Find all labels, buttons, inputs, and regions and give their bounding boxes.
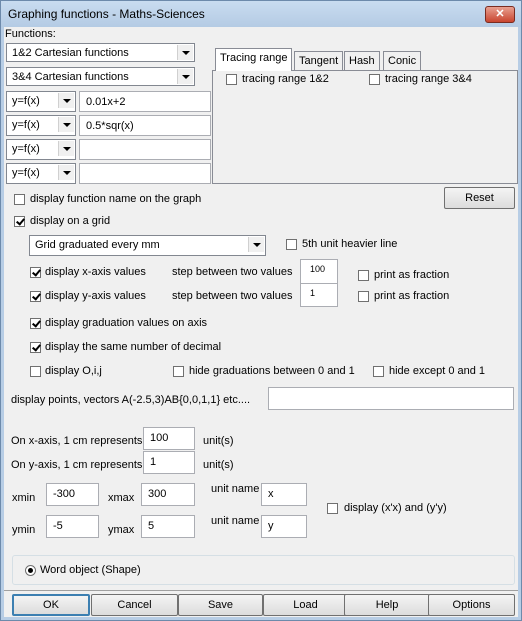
functions-combo-2[interactable]: [6, 67, 195, 86]
hide-between-label: hide graduations between 0 and 1: [189, 365, 355, 377]
y-scale-label: On y-axis, 1 cm represents: [11, 459, 143, 471]
title-bar: [1, 1, 521, 27]
close-button[interactable]: ✕: [485, 6, 515, 23]
display-grid-label: display on a grid: [30, 215, 111, 227]
ymin-label: ymin: [12, 524, 36, 536]
function-type-combo-4[interactable]: [6, 163, 76, 184]
tracing-range-12-checkbox[interactable]: [226, 74, 237, 85]
chevron-down-icon: [58, 141, 74, 156]
dialog-client: [4, 27, 518, 617]
chevron-down-icon: [177, 45, 193, 60]
save-button[interactable]: Save: [178, 594, 263, 616]
y-step-value: 1: [310, 288, 316, 298]
y-values-checkbox[interactable]: [30, 291, 41, 302]
points-label: display points, vectors A(-2.5,3)AB{0,0,1,1} etc....: [11, 394, 251, 406]
x-unit-name-label: unit name: [211, 483, 260, 495]
hide-except-label: hide except 0 and 1: [389, 365, 486, 377]
tab-panel: [212, 70, 518, 184]
functions-combo-2-value: 3&4 Cartesian functions: [12, 71, 129, 83]
fifth-unit-checkbox[interactable]: [286, 239, 297, 250]
xmin-input[interactable]: [46, 483, 99, 506]
options-button[interactable]: Options: [428, 594, 515, 616]
y-values-label: display y-axis values: [45, 290, 146, 302]
chevron-down-icon: [248, 237, 264, 252]
word-object-radio[interactable]: [25, 565, 36, 576]
function-type-combo-1[interactable]: [6, 91, 76, 112]
function-type-value: y=f(x): [12, 143, 40, 155]
function-expr-4[interactable]: [79, 163, 211, 184]
function-expr-1[interactable]: [79, 91, 211, 112]
tracing-range-12-label: tracing range 1&2: [242, 73, 329, 85]
tab-tracing-range[interactable]: Tracing range: [215, 48, 292, 71]
chevron-down-icon: [58, 117, 74, 132]
xmin-value: -300: [53, 488, 76, 500]
ymax-value: 5: [148, 520, 155, 532]
word-object-label: Word object (Shape): [40, 564, 141, 576]
graduation-axis-checkbox[interactable]: [30, 318, 41, 329]
functions-combo-1[interactable]: [6, 43, 195, 62]
x-fraction-checkbox[interactable]: [358, 270, 369, 281]
hide-between-checkbox[interactable]: [173, 366, 184, 377]
x-unit-label: unit(s): [203, 435, 234, 447]
function-type-combo-2[interactable]: [6, 115, 76, 136]
fifth-unit-label: 5th unit heavier line: [302, 238, 398, 250]
display-axes-label: display (x'x) and (y'y): [344, 502, 447, 514]
tracing-range-34-label: tracing range 3&4: [385, 73, 472, 85]
tracing-range-34-checkbox[interactable]: [369, 74, 380, 85]
function-expr-value: 0.01x+2: [86, 96, 126, 108]
x-values-checkbox[interactable]: [30, 267, 41, 278]
functions-label: Functions:: [5, 28, 56, 40]
function-expr-3[interactable]: [79, 139, 211, 160]
display-grid-checkbox[interactable]: [14, 216, 25, 227]
chevron-down-icon: [58, 93, 74, 108]
graduation-axis-label: display graduation values on axis: [45, 317, 208, 329]
help-button[interactable]: Help: [344, 594, 430, 616]
cancel-button[interactable]: Cancel: [91, 594, 178, 616]
y-unit-label: unit(s): [203, 459, 234, 471]
display-axes-checkbox[interactable]: [327, 503, 338, 514]
xmax-label: xmax: [108, 492, 135, 504]
y-fraction-checkbox[interactable]: [358, 291, 369, 302]
x-scale-label: On x-axis, 1 cm represents: [11, 435, 143, 447]
x-step-label: step between two values: [172, 266, 293, 278]
y-unit-name-input[interactable]: [261, 515, 307, 538]
display-name-checkbox[interactable]: [14, 194, 25, 205]
chevron-down-icon: [58, 165, 74, 180]
grid-graduation-value: Grid graduated every mm: [35, 239, 160, 251]
y-fraction-label: print as fraction: [374, 290, 450, 302]
x-unit-name-input[interactable]: [261, 483, 307, 506]
reset-button[interactable]: Reset: [444, 187, 515, 209]
x-values-label: display x-axis values: [45, 266, 146, 278]
y-step-label: step between two values: [172, 290, 293, 302]
tab-tangent[interactable]: Tangent: [294, 51, 343, 71]
function-expr-value: 0.5*sqr(x): [86, 120, 134, 132]
separator: [4, 590, 518, 591]
window-title: Graphing functions - Maths-Sciences: [8, 7, 205, 21]
ymin-value: -5: [53, 520, 63, 532]
x-scale-input[interactable]: [143, 427, 195, 450]
function-type-value: y=f(x): [12, 95, 40, 107]
xmax-input[interactable]: [141, 483, 195, 506]
hide-except-checkbox[interactable]: [373, 366, 384, 377]
tab-hash[interactable]: Hash: [344, 51, 380, 71]
ymax-input[interactable]: [141, 515, 195, 538]
function-type-value: y=f(x): [12, 167, 40, 179]
chevron-down-icon: [177, 69, 193, 84]
display-oij-label: display O,i,j: [45, 365, 102, 377]
function-expr-2[interactable]: [79, 115, 211, 136]
y-step-input[interactable]: [300, 283, 338, 307]
y-unit-name-label: unit name: [211, 515, 260, 527]
y-scale-input[interactable]: [143, 451, 195, 474]
x-scale-value: 100: [150, 432, 169, 444]
y-unit-name-value: y: [268, 520, 274, 532]
ok-button[interactable]: OK: [12, 594, 90, 616]
functions-combo-1-value: 1&2 Cartesian functions: [12, 47, 129, 59]
grid-graduation-combo[interactable]: [29, 235, 266, 256]
ymin-input[interactable]: [46, 515, 99, 538]
x-fraction-label: print as fraction: [374, 269, 450, 281]
tab-conic[interactable]: Conic: [383, 51, 421, 71]
display-oij-checkbox[interactable]: [30, 366, 41, 377]
x-step-value: 100: [310, 264, 326, 274]
xmax-value: 300: [148, 488, 167, 500]
xmin-label: xmin: [12, 492, 36, 504]
function-type-value: y=f(x): [12, 119, 40, 131]
y-scale-value: 1: [150, 456, 157, 468]
x-step-input[interactable]: [300, 259, 338, 284]
ymax-label: ymax: [108, 524, 135, 536]
x-unit-name-value: x: [268, 488, 274, 500]
same-decimal-label: display the same number of decimal: [45, 341, 222, 353]
same-decimal-checkbox[interactable]: [30, 342, 41, 353]
function-type-combo-3[interactable]: [6, 139, 76, 160]
display-name-label: display function name on the graph: [30, 193, 202, 205]
points-input[interactable]: [268, 387, 514, 410]
load-button[interactable]: Load: [263, 594, 348, 616]
